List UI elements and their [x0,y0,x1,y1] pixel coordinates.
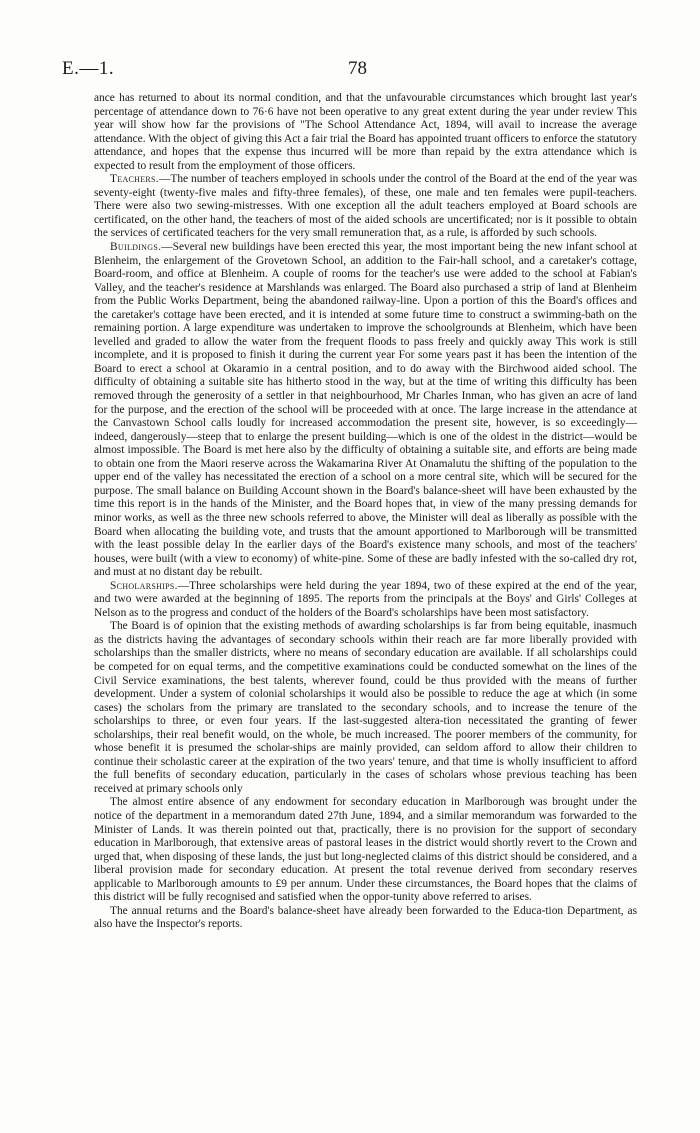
paragraph-scholarships [94,580,637,621]
page-number: 78 [348,58,367,79]
paragraph-text: ance has returned to about its normal condition, and that the unfavourable circumstances which brought last year's percentage of attendance down to 76·6 have not been operative to any great extent during the year under review This year will show how far the provisions of "The School Attendance Act, 1894, will avail to increase the average attendance. With the object of giving this Act a fair trial the Board has appointed truant officers to enforce the statutory attendance, and hopes that the expense thus incurred will be more than repaid by the extra attendance which is expected to result from the employment of those officers. [94,92,637,172]
report-reference: E.—1. [62,58,115,79]
paragraph-secondary-endowment [94,796,637,904]
paragraph-teachers [94,173,637,241]
paragraph-text: —Several new buildings have been erected this year, the most important being the new infant school at Blenheim, the enlargement of the Grovetown School, an addition to the Fair-hall school, and a caretaker's cottage, Board-room, and office at Blenheim. A couple of rooms for the teacher's use were added to the school at Fabian's Valley, and the teacher's residence at Marshlands was enlarged. The Board also purchased a strip of land at Blenheim from the Public Works Department, being the abandoned railway-line. Upon a portion of this the Board's offices and the caretaker's cottage have been erected, and it is intended at some future time to construct a swimming-bath on the remaining portion. A large expenditure was undertaken to improve the schoolgrounds at Blenheim, which have been levelled and graded to allow the water from the frequent floods to pass freely and quickly away This work is still incomplete, and it is proposed to finish it during the current year For some years past it has been the intention of the Board to erect a school at Okaramio in a central position, and to do away with the Birchwood aided school. The difficulty of obtaining a suitable site has hitherto stood in the way, but at the time of writing this difficulty has been removed through the generosity of a settler in that neighbourhood, Mr Charles Inman, who has given an acre of land for the purpose, and the erection of the school will be proceeded with at once. The large increase in the attendance at the Canvastown School calls loudly for increased accommodation the present site, however, is so exceedingly—indeed, dangerously—steep that to enlarge the present building—which is one of the oldest in the district—would be almost impossible. The Board is met here also by the difficulty of obtaining a suitable site, and efforts are being made to obtain one from the Maori reserve across the Wakamarina River At Onamalutu the shifting of the population to the upper end of the valley has necessitated the erection of a school on a more central site, which will be secured for the purpose. The small balance on Building Account shown in the Board's balance-sheet will have been exhausted by the time this report is in the hands of the Minister, and the Board hopes that, in view of the many pressing demands for minor works, as well as the three new schools referred to above, the Minister will deal as liberally as possible with the Board when allocating the building vote, and trusts that the amount apportioned to Marlborough will be transmitted with the least possible delay In the earlier days of the Board's existence many schools, and most of the teachers' houses, were built (with a view to economy) of white-pine. Some of these are badly infested with the so-called dry rot, and must at no distant day be rebuilt. [94,241,637,579]
page-header [62,58,616,82]
section-heading-teachers: Teachers. [110,173,159,186]
section-heading-buildings: Buildings. [110,241,162,254]
paragraph-text: —The number of teachers employed in schools under the control of the Board at the end of the year was seventy-eight (twenty-five males and fifty-three females), of these, one male and ten females were pupil-teachers. There were also two sewing-mistresses. With one exception all the adult teachers employed at Board schools are certificated, on the other hand, the teachers of most of the aided schools are uncertificated; nor is it possible to obtain the services of certificated teachers for the very small remuneration that, as a rule, is afforded by such schools. [94,173,637,240]
report-body [94,92,637,932]
paragraph-text: The Board is of opinion that the existing methods of awarding scholarships is far from being equitable, inasmuch as the districts having the advantages of secondary schools within their reach are far more liberally provided with scholarships than the smaller districts, where no means of secondary education are available. If all scholarships could be competed for on equal terms, and the competitive examinations could be conducted somewhat on the lines of the Civil Service examinations, the best talents, wherever found, could be thus provided with the means of further development. Under a system of colonial scholarships it would also be possible to reduce the age at which (in some cases) the scholars from the primary are translated to the secondary schools, and to increase the tenure of the scholarships to three, or even four years. If the last-suggested altera-tion necessitated the granting of fewer scholarships, their real benefit would, on the whole, be much increased. The poorer members of the community, for whose benefit it is presumed the scholar-ships are mainly provided, can seldom afford to allow their children to continue their scholastic career at the expiration of the two years' tenure, and that time is wholly insufficient to afford the full benefits of secondary education, particularly in the cases of scholars whose previous teaching has been received at primary schools only [94,620,637,795]
section-heading-scholarships: Scholarships. [110,579,178,592]
paragraph-scholarship-methods [94,620,637,796]
paragraph-attendance [94,92,637,173]
paragraph-text: —Three scholarships were held during the year 1894, two of these expired at the end of the year, and two were awarded at the beginning of 1895. The reports from the principals at the Boys' and Girls' Colleges at Nelson as to the progress and conduct of the holders of the Board's scholarships have been most satisfactory. [94,579,637,619]
paragraph-text: The annual returns and the Board's balance-sheet have already been forwarded to the Educa-tion Department, as also have the Inspector's reports. [94,904,637,931]
paragraph-annual-returns [94,905,637,932]
paragraph-buildings [94,241,637,580]
paragraph-text: The almost entire absence of any endowment for secondary education in Marlborough was brought under the notice of the department in a memorandum dated 27th June, 1894, and a similar memorandum was forwarded to the Minister of Lands. It was therein pointed out that, practically, there is no provision for the support of secondary education in Marlborough, that extensive areas of pastoral leases in the district would shortly revert to the Crown and urged that, when disposing of these lands, the just but long-neglected claims of this district should be considered, and a liberal provision made for secondary education. At present the total revenue derived from secondary reserves applicable to Marlborough amounts to £9 per annum. Under these circumstances, the Board hopes that the claims of this district will be fully recognised and satisfied when the oppor-tunity above referred to arises. [94,796,637,904]
